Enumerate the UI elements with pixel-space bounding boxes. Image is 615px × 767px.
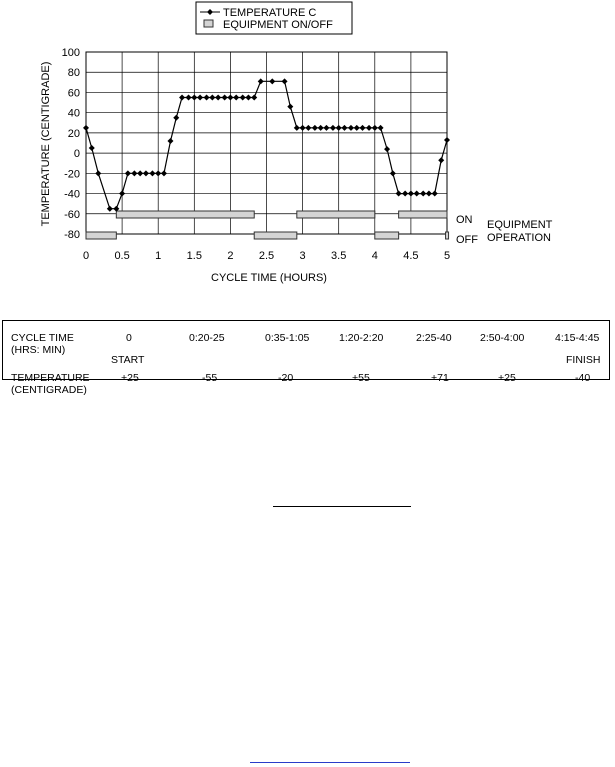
temperature-point [149, 170, 155, 176]
temperature-point [186, 95, 192, 101]
temperature-value: +55 [352, 372, 370, 384]
equipment-on-bar [399, 211, 447, 218]
cycle-table [2, 320, 610, 396]
x-tick-label: 2.5 [258, 250, 275, 262]
legend [196, 2, 352, 34]
temperature-point [396, 191, 402, 197]
y-tick-label: 0 [73, 148, 80, 161]
temperature-point [119, 191, 125, 197]
temperature-point [143, 170, 149, 176]
cycle-time-value: 2:25-40 [416, 332, 452, 344]
x-tick-label: 3.5 [331, 250, 347, 262]
on-annotation: ON [456, 214, 473, 226]
temperature-point [227, 95, 233, 101]
temperature-point [287, 104, 293, 110]
cycle-time-value: 4:15-4:45 [555, 332, 600, 344]
temperature-value: +25 [498, 372, 516, 384]
temperature-point [233, 95, 239, 101]
temperature-point [258, 78, 264, 84]
temperature-value: +71 [431, 372, 449, 384]
temperature-point [366, 125, 372, 131]
x-tick-label: 2 [227, 250, 234, 262]
temperature-point [282, 78, 288, 84]
temperature-point [107, 206, 113, 212]
temperature-point [378, 125, 384, 131]
temperature-point [384, 146, 390, 152]
temperature-point [89, 145, 95, 151]
x-tick-label: 1 [155, 250, 162, 262]
temperature-point [354, 125, 360, 131]
y-axis-label: TEMPERATURE (CENTIGRADE) [40, 61, 52, 227]
y-tick-label: -40 [64, 188, 80, 201]
footer-link-underline [250, 762, 410, 763]
temperature-point [197, 95, 203, 101]
temperature-point [294, 125, 300, 131]
x-tick-label: 0.5 [114, 250, 130, 262]
temperature-point [330, 125, 336, 131]
temperature-point [173, 115, 179, 121]
temperature-point [318, 125, 324, 131]
temperature-point [191, 95, 197, 101]
temperature-point [204, 95, 210, 101]
x-axis-label: CYCLE TIME (HOURS) [211, 272, 327, 284]
y-tick-label: 80 [67, 67, 80, 80]
temperature-point [137, 170, 143, 176]
x-tick-label: 4 [371, 250, 378, 262]
start-label: START [111, 354, 145, 366]
temperature-point [408, 191, 414, 197]
x-tick-label: 4.5 [403, 250, 419, 262]
cycle-time-value: 0:35-1:05 [265, 332, 310, 344]
x-tick-label: 3 [299, 250, 306, 262]
temperature-point [269, 78, 275, 84]
temperature-point [348, 125, 354, 131]
temperature-point [420, 191, 426, 197]
equipment-off-bar [86, 232, 116, 239]
temperature-point [251, 95, 257, 101]
temperature-point [95, 170, 101, 176]
temperature-point [131, 170, 137, 176]
temperature-point [390, 170, 396, 176]
tick-labels [62, 47, 450, 262]
temperature-point [300, 125, 306, 131]
y-tick-label: 20 [67, 127, 80, 140]
cycle-time-value: 0:20-25 [189, 332, 225, 344]
cycle-time-units: (HRS: MIN) [11, 344, 66, 356]
temperature-point [305, 125, 311, 131]
temperature-point [426, 191, 432, 197]
temperature-units: (CENTIGRADE) [11, 384, 87, 396]
y-tick-label: -60 [64, 208, 80, 221]
equipment-on-bar [116, 211, 254, 218]
temperature-point [83, 125, 89, 131]
temperature-point [222, 95, 228, 101]
temperature-point [432, 191, 438, 197]
x-tick-label: 1.5 [186, 250, 202, 262]
temperature-point [167, 138, 173, 144]
grid [86, 52, 447, 234]
temperature-point [414, 191, 420, 197]
temperature-value: +25 [121, 372, 139, 384]
temperature-point [360, 125, 366, 131]
equipment-on-bar [297, 211, 375, 218]
cycle-time-label: CYCLE TIME [11, 332, 74, 344]
divider-line [273, 506, 411, 507]
y-tick-label: -80 [64, 229, 80, 241]
cycle-time-value: 0 [126, 332, 132, 344]
legend-equipment-label: EQUIPMENT ON/OFF [223, 19, 333, 31]
legend-temperature-label: TEMPERATURE C [223, 7, 317, 19]
x-tick-label: 5 [443, 250, 451, 262]
temperature-cycle-chart [0, 0, 615, 300]
equipment-off-bar [446, 232, 449, 239]
temperature-point [323, 125, 329, 131]
equipment-off-bar [375, 232, 399, 239]
y-tick-label: 60 [67, 87, 80, 100]
cycle-time-value: 2:50-4:00 [480, 332, 525, 344]
temperature-point [245, 95, 251, 101]
operation-annotation: OPERATION [487, 232, 551, 244]
temperature-point [240, 95, 246, 101]
off-annotation: OFF [456, 234, 478, 246]
temperature-value: -20 [278, 372, 294, 384]
temperature-point [402, 191, 408, 197]
temperature-point [341, 125, 347, 131]
equipment-off-bar [254, 232, 297, 239]
cycle-time-value: 1:20-2:20 [339, 332, 384, 344]
temperature-point [336, 125, 342, 131]
temperature-point [155, 170, 161, 176]
temperature-point [125, 170, 131, 176]
temperature-point [209, 95, 215, 101]
temperature-label: TEMPERATURE [11, 372, 90, 384]
y-tick-label: 40 [67, 107, 80, 120]
temperature-point [372, 125, 378, 131]
finish-label: FINISH [566, 354, 601, 366]
temperature-point [179, 95, 185, 101]
temperature-value: -40 [575, 372, 591, 384]
equipment-annotation: EQUIPMENT [487, 219, 553, 231]
y-tick-label: 100 [61, 47, 80, 59]
x-tick-label: 0 [82, 250, 90, 262]
temperature-point [312, 125, 318, 131]
temperature-point [215, 95, 221, 101]
equipment-bars [86, 211, 449, 239]
legend-bar-swatch [204, 20, 213, 27]
temperature-value: -55 [202, 372, 218, 384]
temperature-point [438, 157, 444, 163]
temperature-point [161, 170, 167, 176]
temperature-point [444, 137, 450, 143]
y-tick-label: -20 [64, 168, 80, 181]
